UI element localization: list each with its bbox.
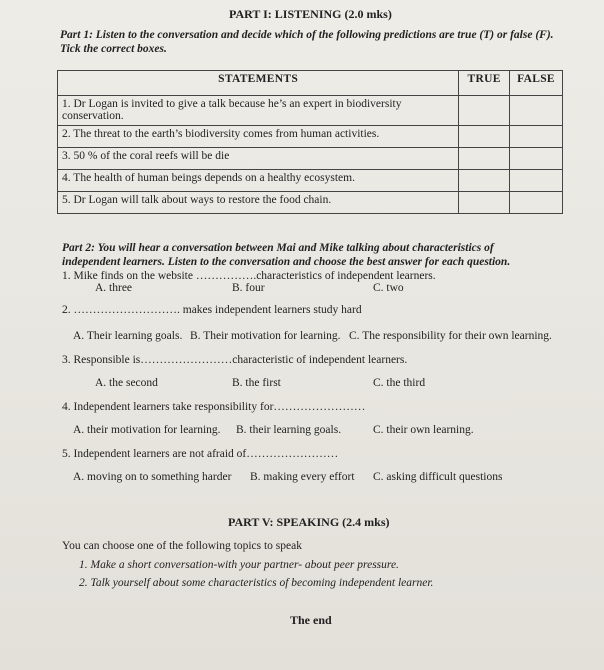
header-true: TRUE bbox=[459, 71, 510, 96]
header-false: FALSE bbox=[510, 71, 563, 96]
question-3-stem: 3. Responsible is……………………characteristic of independent learners. bbox=[62, 354, 408, 366]
statement-cell bbox=[58, 126, 459, 148]
q5-option-c[interactable]: C. asking difficult questions bbox=[373, 471, 503, 483]
statement-cell bbox=[58, 170, 459, 192]
statement-text: 1. Dr Logan is invited to give a talk because he’s an expert in biodiversity bbox=[62, 98, 402, 110]
q2-option-a[interactable]: A. Their learning goals. bbox=[73, 330, 183, 342]
q1-option-a[interactable]: A. three bbox=[95, 282, 133, 294]
speaking-topic-1: 1. Make a short conversation-with your partner- about peer pressure. bbox=[79, 559, 399, 571]
q4-option-b[interactable]: B. their learning goals. bbox=[236, 424, 342, 436]
statement-cell bbox=[58, 192, 459, 214]
table-row bbox=[58, 148, 563, 170]
header-statements: STATEMENTS bbox=[58, 71, 459, 96]
statement-text: 3. 50 % of the coral reefs will be die bbox=[62, 150, 230, 162]
table-header-row bbox=[58, 71, 563, 96]
statement-text: 5. Dr Logan will talk about ways to restore the food chain. bbox=[62, 194, 332, 206]
table-row bbox=[58, 192, 563, 214]
false-checkbox[interactable] bbox=[510, 170, 563, 192]
question-1-stem: 1. Mike finds on the website …………….characteristics of independent learners. bbox=[62, 270, 436, 282]
statement-text: 2. The threat to the earth’s biodiversity comes from human activities. bbox=[62, 128, 380, 140]
table-row bbox=[58, 96, 563, 126]
q4-option-a[interactable]: A. their motivation for learning. bbox=[73, 424, 221, 436]
q1-option-c[interactable]: C. two bbox=[373, 282, 404, 294]
part1-instruction-2: Tick the correct boxes. bbox=[60, 43, 167, 55]
true-checkbox[interactable] bbox=[459, 192, 510, 214]
false-checkbox[interactable] bbox=[510, 126, 563, 148]
false-checkbox[interactable] bbox=[510, 96, 563, 126]
q3-option-c[interactable]: C. the third bbox=[373, 377, 426, 389]
q3-option-a[interactable]: A. the second bbox=[95, 377, 158, 389]
q5-option-b[interactable]: B. making every effort bbox=[250, 471, 355, 483]
part1-instruction: Part 1: Listen to the conversation and decide which of the following predictions are true (T) or false (F). bbox=[60, 29, 554, 41]
false-checkbox[interactable] bbox=[510, 192, 563, 214]
speaking-intro: You can choose one of the following topics to speak bbox=[62, 540, 302, 552]
part2-instruction: Part 2: You will hear a conversation between Mai and Mike talking about characteristics of bbox=[62, 242, 494, 254]
statement-cell bbox=[58, 148, 459, 170]
end-text: The end bbox=[290, 613, 332, 627]
true-checkbox[interactable] bbox=[459, 126, 510, 148]
false-checkbox[interactable] bbox=[510, 148, 563, 170]
q3-option-b[interactable]: B. the first bbox=[232, 377, 281, 389]
question-4-stem: 4. Independent learners take responsibility for…………………… bbox=[62, 401, 366, 413]
part2-instruction-2: independent learners. Listen to the conversation and choose the best answer for each question. bbox=[62, 256, 511, 268]
statements-table bbox=[57, 70, 563, 214]
speaking-heading: PART V: SPEAKING (2.4 mks) bbox=[228, 515, 390, 529]
question-2-stem: 2. ………………………. makes independent learners study hard bbox=[62, 304, 362, 316]
statement-text-cont: conservation. bbox=[62, 110, 124, 122]
listening-heading: PART I: LISTENING (2.0 mks) bbox=[229, 7, 392, 21]
q5-option-a[interactable]: A. moving on to something harder bbox=[73, 471, 232, 483]
q2-option-b[interactable]: B. Their motivation for learning. bbox=[190, 330, 341, 342]
statement-cell bbox=[58, 96, 459, 126]
q4-option-c[interactable]: C. their own learning. bbox=[373, 424, 474, 436]
speaking-topic-2: 2. Talk yourself about some characteristics of becoming independent learner. bbox=[79, 577, 434, 589]
true-checkbox[interactable] bbox=[459, 170, 510, 192]
q2-option-c[interactable]: C. The responsibility for their own learning. bbox=[349, 330, 552, 342]
table-row bbox=[58, 170, 563, 192]
statement-text: 4. The health of human beings depends on a healthy ecosystem. bbox=[62, 172, 355, 184]
table-row bbox=[58, 126, 563, 148]
q1-option-b[interactable]: B. four bbox=[232, 282, 265, 294]
true-checkbox[interactable] bbox=[459, 96, 510, 126]
true-checkbox[interactable] bbox=[459, 148, 510, 170]
question-5-stem: 5. Independent learners are not afraid of…………………… bbox=[62, 448, 339, 460]
